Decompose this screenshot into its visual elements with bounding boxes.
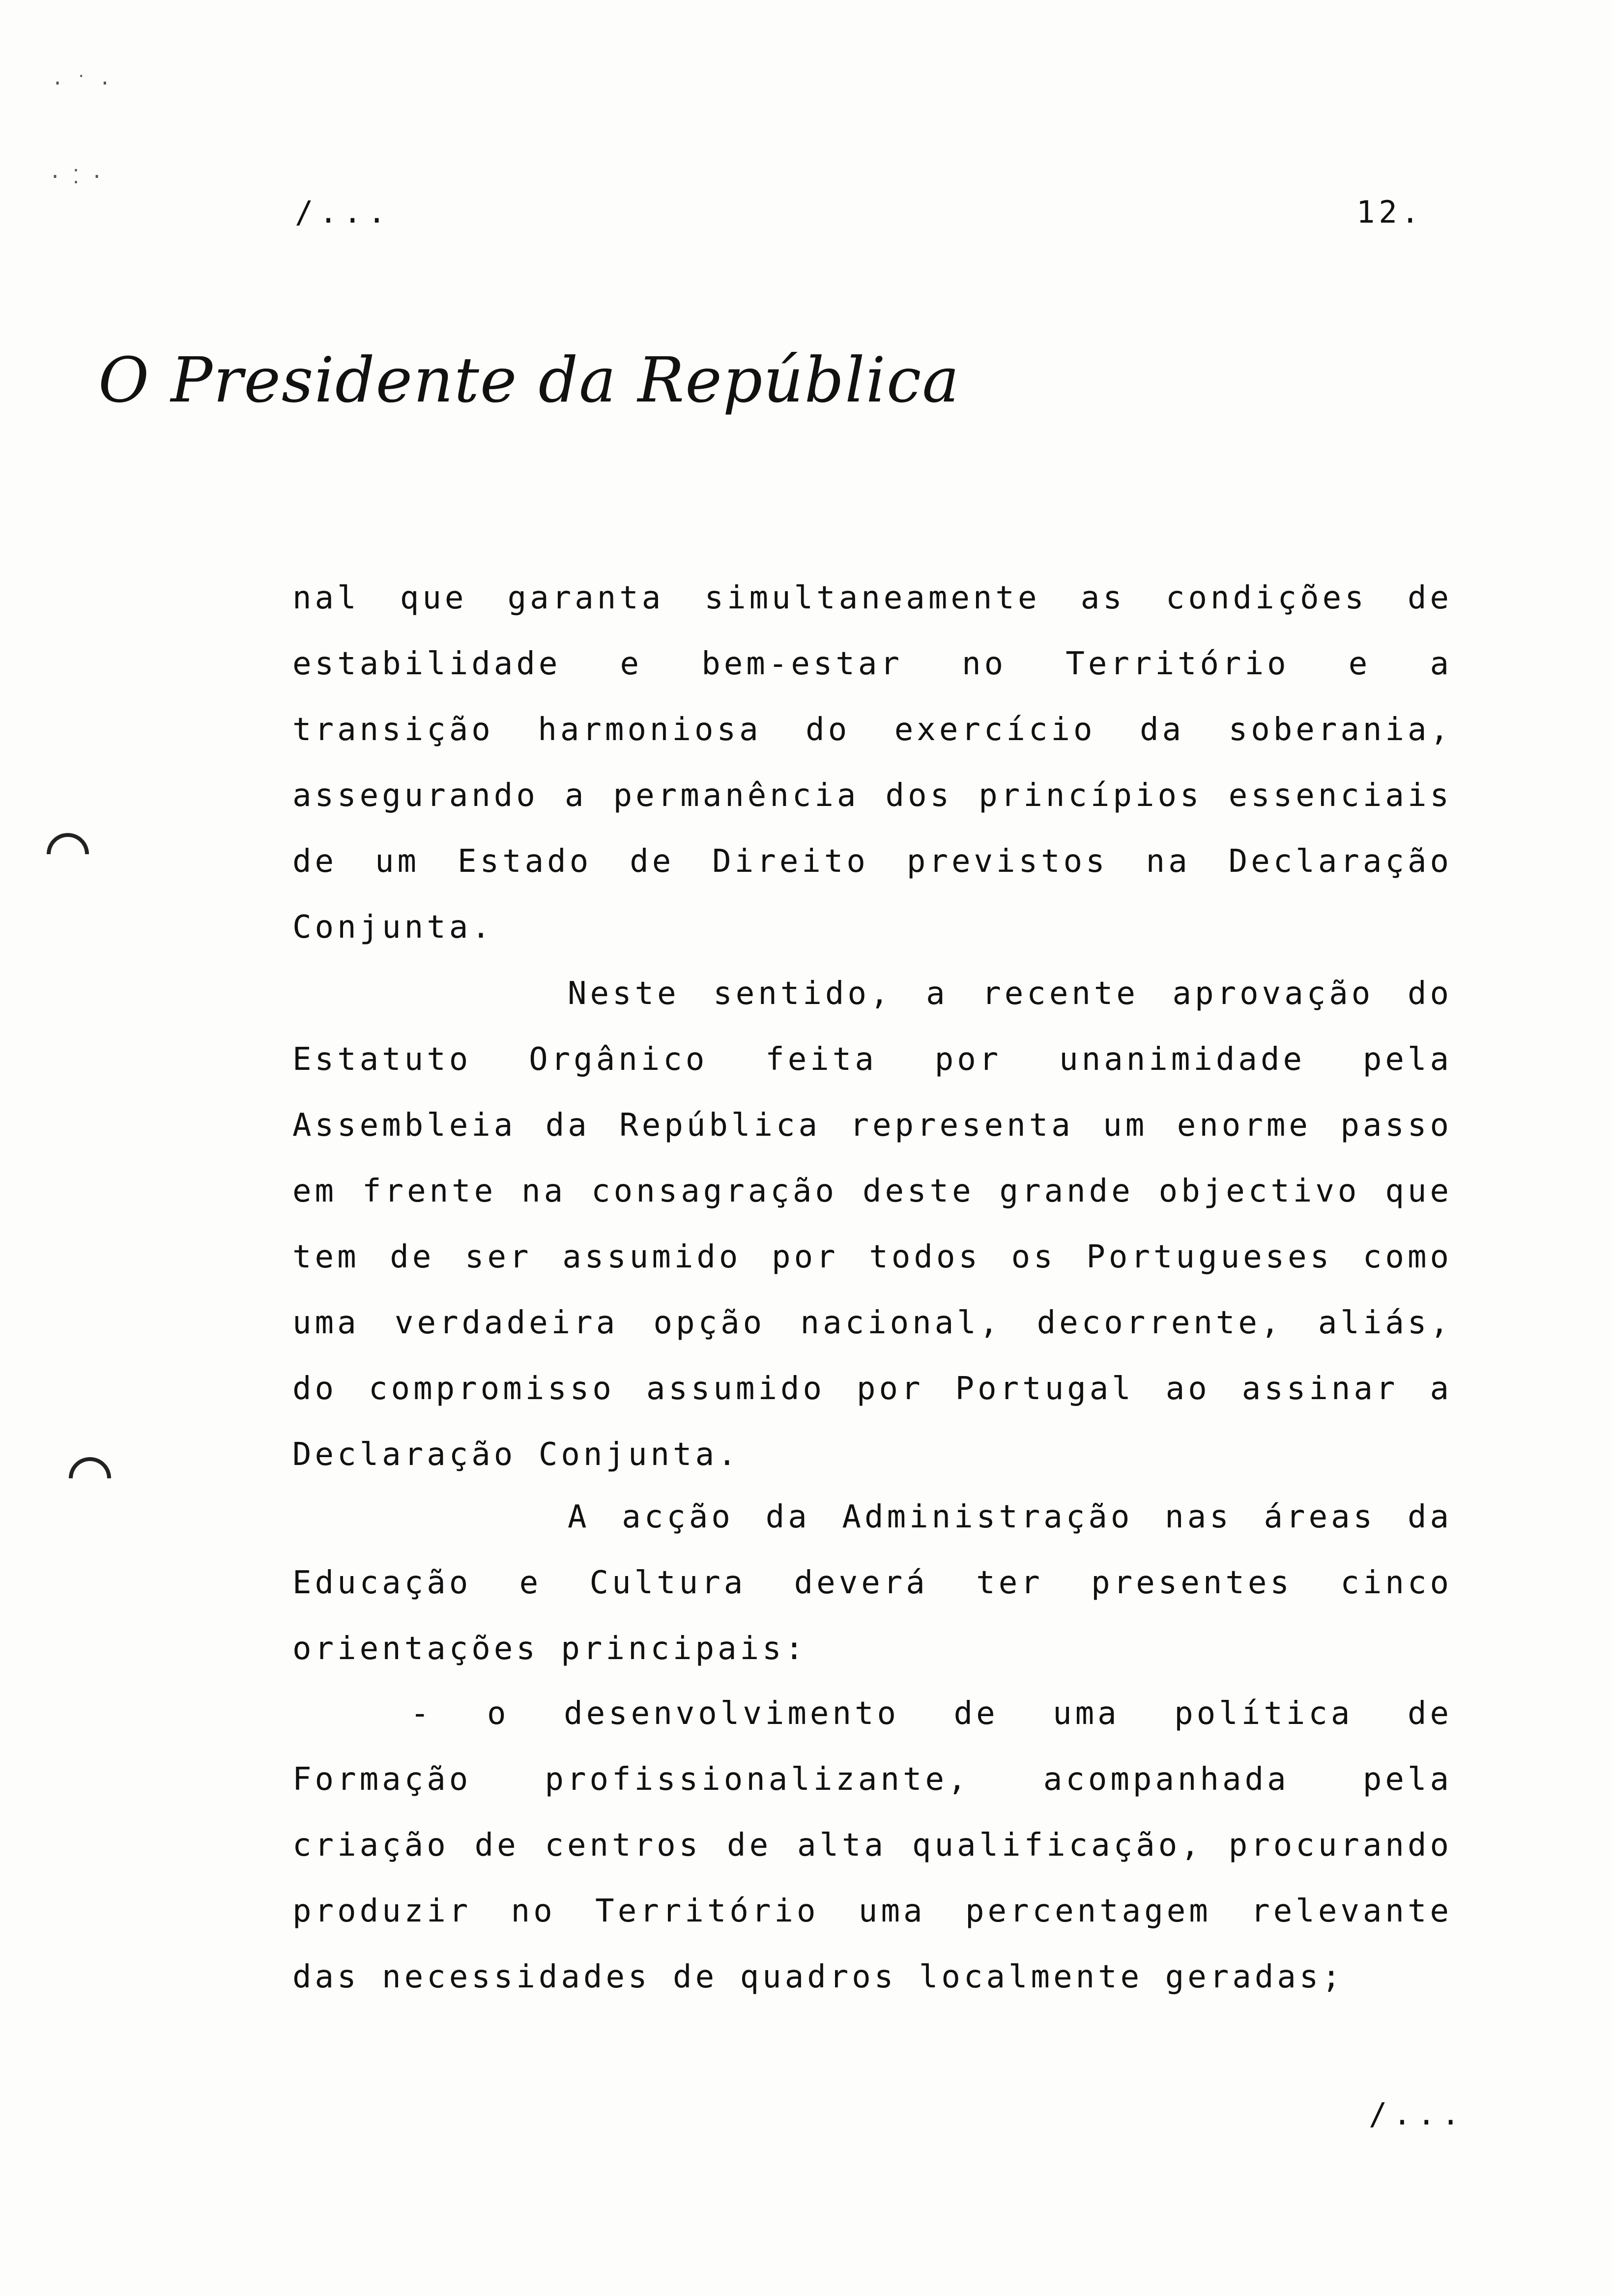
punch-hole-mark [60,1448,120,1508]
continuation-marker-bottom: /... [1369,2096,1466,2132]
paragraph-4: - o desenvolvimento de uma política de Formação profissionalizante, acompanhada pela criação de centros de alta qualificação, procurando produzir no Território uma percentagem relevante das necessidades de quadros localmente geradas; [292,1695,1452,1995]
punch-hole-mark [38,824,98,884]
paragraph-3: A acção da Administração nas áreas da Educação e Cultura deverá ter presentes cinco orientações principais: [292,1499,1452,1667]
letterhead-title: O Presidente da República [98,344,960,416]
continuation-marker-top: /... [295,194,392,230]
paragraph-1: nal que garanta simultaneamente as condições de estabilidade e bem-estar no Território e a transição harmoniosa do exercício da soberania, assegurando a permanência dos princípios essenciais de um Estado de Direito previstos na Declaração Conjunta. [292,580,1452,946]
paragraph-2: Neste sentido, a recente aprovação do Estatuto Orgânico feita por unanimidade pela Assembleia da República representa um enorme passo em frente na consagração deste grande objectivo que tem de ser assumido por todos os Portugueses como uma verdadeira opção nacional, decorrente, aliás, do compromisso assumido por Portugal ao assinar a Declaração Conjunta. [292,976,1452,1473]
scan-speck: · ˙ · [52,72,111,95]
scan-speck: · ⁚ · [49,166,103,188]
page-number: 12. [1356,194,1423,230]
